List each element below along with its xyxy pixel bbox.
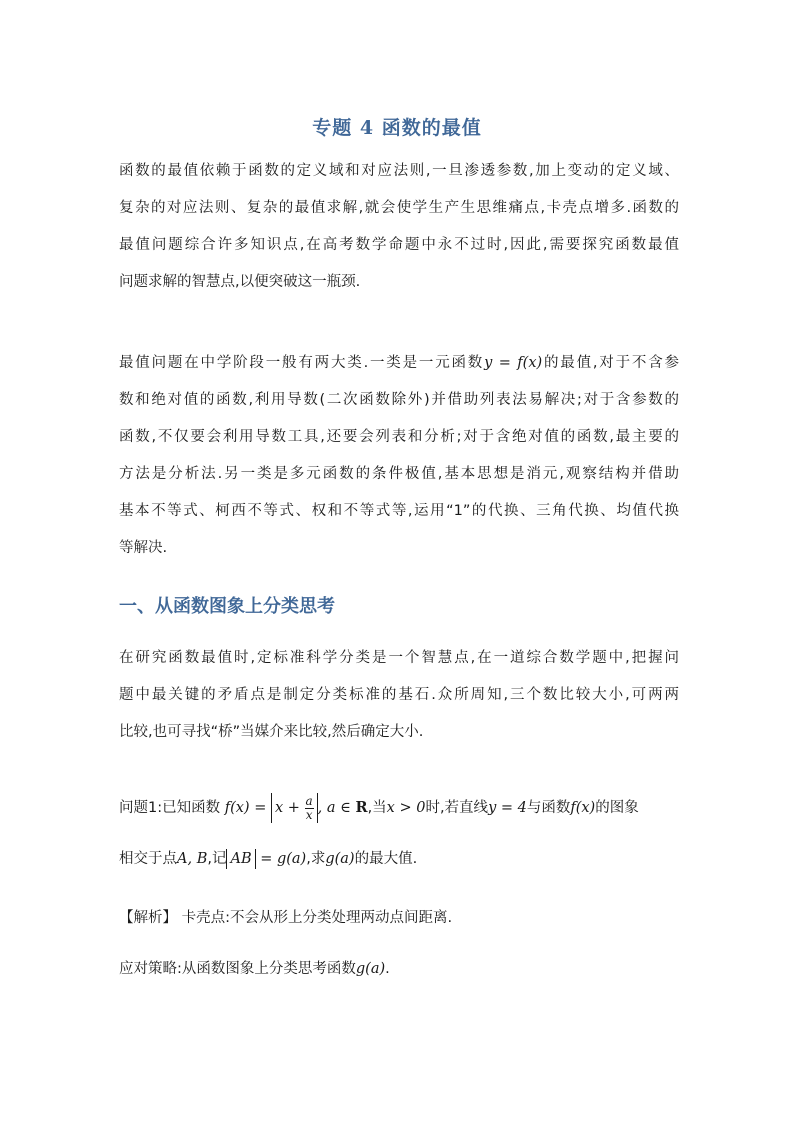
formula-eq-ga: = g(a) — [260, 851, 307, 867]
formula-x-gt-0: x > 0 — [386, 800, 426, 816]
fraction-denominator: x — [305, 807, 313, 822]
problem-record: ,记 — [207, 851, 227, 867]
classification-paragraph — [119, 640, 679, 751]
class-line-3: 比较,也可寻找“桥”当媒介来比较,然后确定大小. — [119, 724, 424, 740]
intro-line-1: 函数的最值依赖于函数的定义域和对应法则,一旦渗透参数,加上变动的定义域、 — [119, 163, 679, 179]
types-paragraph — [119, 345, 679, 567]
problem-line-2 — [119, 842, 679, 876]
problem-label: 问题1:已知函数 — [119, 800, 221, 816]
absolute-value-expression — [271, 793, 318, 823]
intro-paragraph — [119, 153, 679, 301]
analysis-line: 【解析】 卡壳点:不会从形上分类处理两动点间距离. — [119, 910, 453, 926]
types-line-3: 函数,不仅要会利用导数工具,还要会列表和分析;对于含绝对值的函数,最主要的 — [119, 429, 679, 445]
problem-graph: 的图象 — [595, 800, 639, 816]
problem-max: 的最大值. — [354, 851, 418, 867]
formula-y-4: y = 4 — [488, 800, 527, 816]
formula-fx: f(x) = — [224, 800, 267, 816]
intro-line-2: 复杂的对应法则、复杂的最值求解,就会使学生产生思维痛点,卡壳点增多.函数的 — [119, 200, 679, 216]
types-line-5: 基本不等式、柯西不等式、权和不等式等,运用“1”的代换、三角代换、均值代换 — [119, 503, 679, 519]
formula-points-ab: A, B — [177, 851, 208, 867]
types-line-4: 方法是分析法.另一类是多元函数的条件极值,基本思想是消元,观察结构并借助 — [119, 466, 679, 482]
problem-intersect: 相交于点 — [119, 851, 177, 867]
formula-ga: g(a) — [325, 851, 355, 867]
strategy-text: 应对策略:从函数图象上分类思考函数 — [119, 961, 356, 977]
fraction-a-over-x — [305, 795, 314, 822]
class-line-1: 在研究函数最值时,定标准科学分类是一个智慧点,在一道综合数学题中,把握问 — [119, 650, 679, 666]
intro-line-3: 最值问题综合许多知识点,在高考数学命题中永不过时,因此,需要探究函数最值 — [119, 237, 679, 253]
formula-a-in: , a ∈ — [317, 800, 356, 816]
real-numbers-symbol: R — [355, 799, 368, 816]
formula-ga-strategy: g(a) — [355, 961, 386, 977]
problem-line-1 — [119, 788, 679, 828]
problem-when: ,当 — [367, 800, 387, 816]
problem-line-text: 时,若直线 — [425, 800, 489, 816]
formula-fx-2: f(x) — [570, 800, 596, 816]
formula-abs-ab: AB — [226, 849, 255, 869]
formula-y-fx: y = f(x) — [484, 355, 543, 371]
types-line-6: 等解决. — [119, 540, 168, 556]
class-line-2: 题中最关键的矛盾点是制定分类标准的基石.众所周知,三个数比较大小,可两两 — [119, 687, 679, 703]
page-title: 专题 4 函数的最值 — [312, 117, 482, 139]
types-line-1 — [119, 345, 679, 382]
types-line-1-text-b: 的最值,对于不含参 — [542, 355, 679, 371]
problem-find: ,求 — [306, 851, 326, 867]
formula-x-plus: x + — [274, 800, 300, 816]
fraction-numerator: a — [305, 793, 313, 808]
intro-line-4: 问题求解的智慧点,以便突破这一瓶颈. — [119, 274, 361, 290]
section-heading: 一、从函数图象上分类思考 — [119, 596, 335, 617]
strategy-period: . — [385, 961, 390, 977]
types-line-2: 数和绝对值的函数,利用导数(二次函数除外)并借助列表法易解决;对于含参数的 — [119, 392, 679, 408]
problem-with: 与函数 — [526, 800, 571, 816]
types-line-1-text-a: 最值问题在中学阶段一般有两大类.一类是一元函数 — [119, 355, 485, 371]
strategy-line — [119, 952, 679, 986]
